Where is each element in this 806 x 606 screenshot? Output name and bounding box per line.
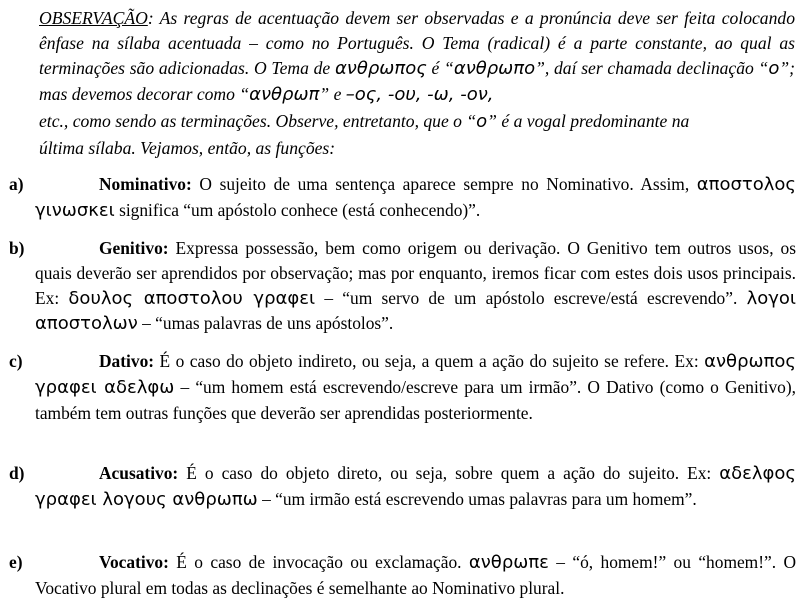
greek-example: δουλος αποστολου γραφει (68, 287, 316, 309)
item-letter: c) (9, 351, 23, 371)
greek-example: αποστολος γινωσκει (35, 174, 796, 221)
list-item-dativo (9, 349, 796, 425)
observation-text: ”; mas devemos decorar como “ (39, 58, 795, 104)
item-text: O sujeito de uma sentença aparece sempre no Nominativo. Assim, (191, 174, 697, 194)
item-text: – “umas palavras de uns apóstolos”. (137, 313, 394, 334)
list-item-nominativo (9, 172, 796, 224)
greek-example: λογοι αποστολων (35, 287, 797, 335)
item-text: Expressa possessão, bem como origem ou derivação. O Genitivo tem outros usos, os quais deverão ser aprendidos por observação; mas por enquanto, iremos ficar com estes dois usos principais. Ex: (35, 238, 796, 308)
item-letter: b) (9, 238, 25, 258)
list-item-genitivo (9, 236, 796, 337)
observation-text: última sílaba. Vejamos, então, as funções: (39, 137, 336, 158)
observation-text: ” e (319, 83, 346, 104)
item-body (35, 461, 796, 513)
item-letter: e) (9, 552, 23, 572)
item-text: É o caso de invocação ou exclamação. (168, 552, 469, 572)
observation-text: ” é a vogal predominante na (487, 110, 690, 131)
case-term: Acusativo: (99, 463, 179, 483)
observation-line (39, 107, 795, 136)
item-body (35, 349, 796, 425)
item-text: É o caso do objeto direto, ou seja, sobre quem a ação do sujeito. Ex: (178, 463, 720, 483)
list-item-acusativo (9, 461, 796, 513)
item-text: É o caso do objeto indireto, ou seja, a quem a ação do sujeito se refere. Ex: (154, 351, 705, 371)
greek-endings: –ος, -ου, -ω, -ον, (345, 83, 494, 105)
case-term: Nominativo: (99, 174, 192, 194)
greek-word: ο (476, 110, 488, 132)
greek-word: ανθρωπο (453, 58, 536, 80)
observation-paragraph (39, 6, 795, 160)
item-text: – “ó, homem!” ou “homem!”. O Vocativo plural em todas as declinações é semelhante ao Nominativo plural. (35, 552, 797, 598)
item-letter: a) (9, 174, 24, 194)
greek-word: ανθρωπ (249, 83, 320, 105)
observation-label: OBSERVAÇÃO (39, 8, 148, 28)
greek-word: ο (768, 58, 780, 80)
case-term: Vocativo: (99, 552, 169, 572)
item-body (35, 236, 796, 337)
list-item-vocativo (9, 550, 796, 601)
greek-example: αδελφος γραφει λογους ανθρωπω (35, 463, 796, 510)
greek-word: ανθρωπος (334, 58, 427, 80)
case-term: Genitivo: (99, 238, 169, 258)
greek-example: ανθρωπος γραφει αδελφω (35, 351, 796, 398)
observation-text: ”, daí ser chamada declinação “ (535, 58, 769, 79)
item-text: – “um irmão está escrevendo umas palavras para um homem”. (257, 488, 697, 509)
item-letter: d) (9, 463, 25, 483)
observation-text: : As regras de acentuação devem ser observadas e a pronúncia deve ser feita colocando ênfase na sílaba acentuada – como no Português. O Tema (radical) é a parte constante, ao qual as terminações são adicionadas. O Tema de (39, 8, 795, 79)
observation-text: é “ (426, 58, 454, 79)
greek-example: ανθρωπε (468, 552, 549, 573)
case-term: Dativo: (99, 351, 155, 371)
item-text: – “um homem está escrevendo/escreve para um irmão”. O Dativo (como o Genitivo), também tem outras funções que deverão ser aprendidas posteriormente. (35, 376, 796, 423)
item-text: significa “um apóstolo conhece (está conhecendo)”. (114, 199, 481, 220)
item-text: – “um servo de um apóstolo escreve/está escrevendo”. (315, 287, 747, 308)
item-body (35, 172, 796, 224)
item-body (35, 550, 796, 601)
observation-text: etc., como sendo as terminações. Observe, entretanto, que o “ (39, 110, 477, 131)
